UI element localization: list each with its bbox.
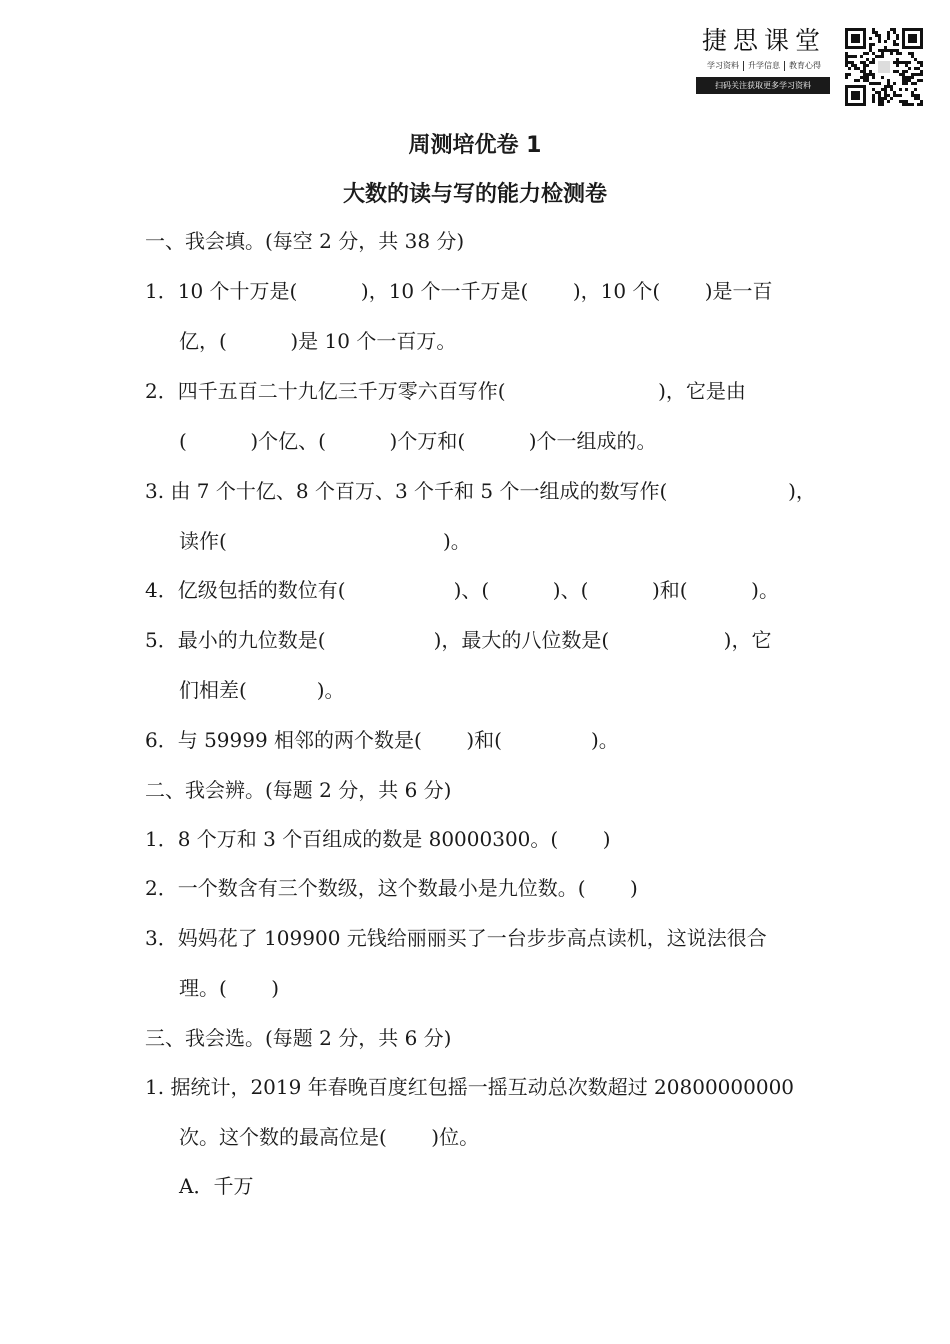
question-line: 亿，( )是 10 个一百万。 (179, 329, 457, 353)
question-line: 理。( ) (179, 976, 280, 1000)
question-line: 2．四千五百二十九亿三千万零六百写作( )，它是由 (145, 379, 746, 403)
page-subtitle: 大数的读与写的能力检测卷 (342, 182, 607, 207)
brand-tag: 升学信息 (744, 61, 785, 71)
question-line: 3．妈妈花了 109900 元钱给丽丽买了一台步步高点读机，这说法很合 (145, 926, 767, 950)
question-line: 读作( )。 (179, 529, 471, 553)
question-line: 1．10 个十万是( )，10 个一千万是( )，10 个( )是一百 (145, 279, 773, 303)
question-line: 5．最小的九位数是( )，最大的八位数是( )，它 (145, 628, 772, 652)
question-line: ( )个亿、( )个万和( )个一组成的。 (179, 429, 657, 453)
question-line: 4．亿级包括的数位有( )、( )、( )和( )。 (145, 578, 779, 602)
brand-tags (694, 61, 834, 71)
brand-tag: 学习资料 (703, 61, 744, 71)
brand-banner: 扫码关注获取更多学习资料 (696, 77, 830, 94)
question-line: 二、我会辨。(每题 2 分，共 6 分) (145, 778, 452, 802)
question-line: 一、我会填。(每空 2 分，共 38 分) (145, 229, 465, 253)
qr-code-icon (845, 28, 923, 106)
question-line: 们相差( )。 (179, 678, 345, 702)
question-line: 1. 据统计，2019 年春晚百度红包摇一摇互动总次数超过 20800000000 (145, 1075, 795, 1099)
brand-name: 捷思课堂 (701, 26, 826, 55)
question-line: 三、我会选。(每题 2 分，共 6 分) (145, 1026, 452, 1050)
question-line: 6．与 59999 相邻的两个数是( )和( )。 (145, 728, 619, 752)
question-line: 次。这个数的最高位是( )位。 (179, 1125, 480, 1149)
question-line: 2．一个数含有三个数级，这个数最小是九位数。( ) (145, 876, 638, 900)
page-title: 周测培优卷 1 (408, 133, 542, 158)
question-line: A．千万 (179, 1174, 254, 1198)
brand-tag: 教育心得 (789, 61, 821, 70)
question-line: 1．8 个万和 3 个百组成的数是 80000300。( ) (145, 827, 611, 851)
question-line: 3. 由 7 个十亿、8 个百万、3 个千和 5 个一组成的数写作( )， (145, 479, 816, 503)
brand-logo (694, 26, 834, 94)
